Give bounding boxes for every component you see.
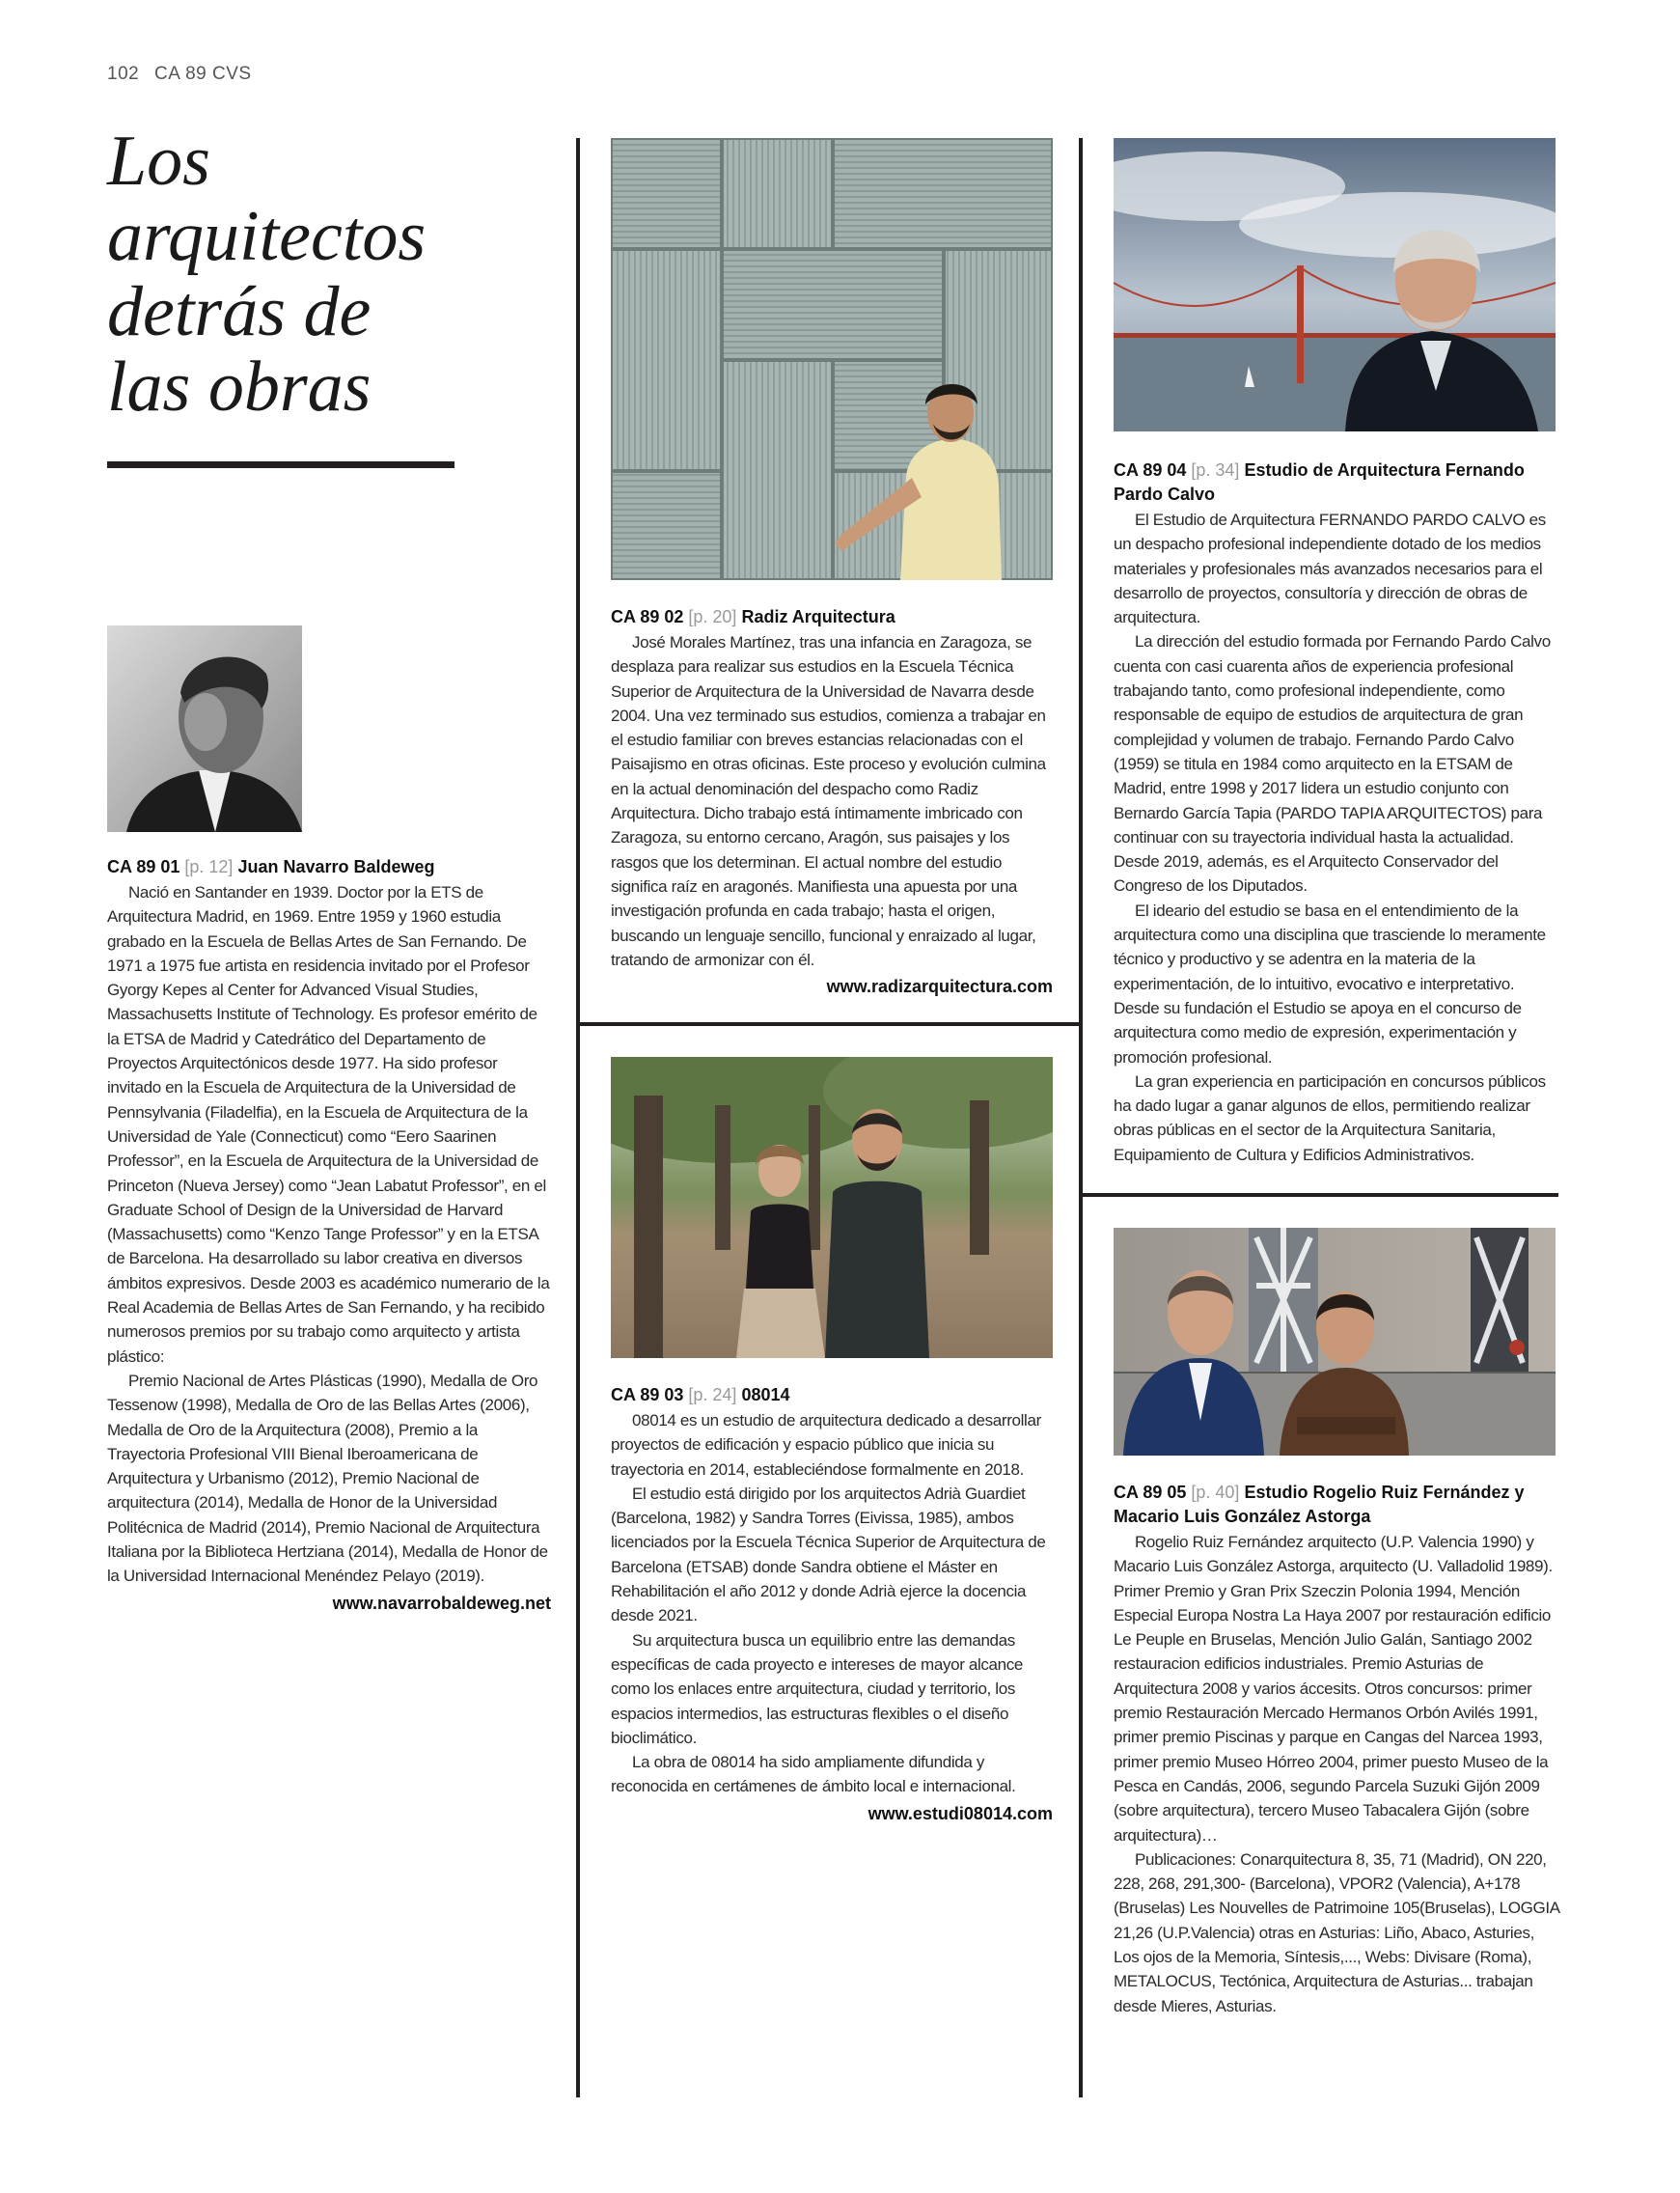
entry-paragraph: 08014 es un estudio de arquitectura dedicado a desarrollar proyectos de edificación y espacio público que inicia su trayectoria en 2014, estableciéndose formalmente en 2018. [611,1411,1041,1479]
entry-name: Juan Navarro Baldeweg [237,857,435,876]
entry-paragraph: El ideario del estudio se basa en el entendimiento de la arquitectura como una disciplina que trasciende lo meramente técnico y productivo y se adentra en la materia de la experimentación, de lo intuitivo, evocativo e interpretativo. Desde su fundación el Estudio se apoya en el concurso de arquitectura como medio de expresión, experimentación y promoción profesional. [1114,901,1546,1067]
entry-heading [611,1383,1053,1407]
entry-heading [611,605,1053,629]
entry-code: CA 89 03 [611,1385,684,1404]
portrait-photo-pardo-calvo [1114,138,1556,431]
running-title: CA 89 CVS [153,64,252,84]
entry-code: CA 89 05 [1114,1483,1187,1502]
team-photo-ruiz-gonzalez [1114,1228,1556,1456]
entry-heading [1114,458,1559,507]
entry-body [611,630,1053,972]
page-title [107,124,454,425]
column-divider-right [1079,138,1083,2097]
entry-heading [107,855,551,879]
portrait-photo-navarro-baldeweg [107,625,302,832]
entry-body [1114,1530,1559,2018]
row-divider-middle [576,1022,1083,1026]
page-ref: [p. 40] [1191,1483,1240,1502]
architect-entry-02 [611,605,1053,997]
title-line: arquitectos [107,197,427,276]
entry-heading [1114,1481,1559,1529]
entry-code: CA 89 01 [107,857,180,876]
entry-body [1114,508,1559,1167]
entry-paragraph: Nació en Santander en 1939. Doctor por la ETS de Arquitectura Madrid, en 1969. Entre 1959 y 1960 estudia grabado en la Escuela de Bellas Artes de San Fernando. De 1971 a 1975 fue artista en residencia invitado por el Profesor Gyorgy Kepes al Center for Advanced Visual Studies, Massachusetts Institute of Technology. Es profesor emérito de la ETSA de Madrid y Catedrático del Departamento de Proyectos Arquitectónicos desde 1977. Ha sido profesor invitado en la Escuela de Arquitectura de la Universidad de Pennsylvania (Filadelfia), en la Escuela de Arquitectura de la Universidad de Yale (Connecticut) como “Eero Saarinen Professor”, en la Escuela de Arquitectura de la Universidad de Princeton (Nueva Jersey) como “Jean Labatut Professor”, en el Graduate School of Design de la Universidad de Harvard (Massachusetts) como “Kenzo Tange Professor” y en la ETSA de Barcelona. Ha desarrollado su labor creativa en diversos ámbitos expresivos. Desde 2003 es académico numerario de la Real Academia de Bellas Artes de San Fernando, y ha recibido numerosos premios por su trabajo como arquitecto y artista plástico: [107,883,550,1366]
entry-name: Radiz Arquitectura [741,607,895,626]
entry-name: 08014 [741,1385,790,1404]
entry-paragraph: El estudio está dirigido por los arquitectos Adrià Guardiet (Barcelona, 1982) y Sandra Torres (Eivissa, 1985), ambos licenciados por la Escuela Técnica Superior de Arquitectura de Barcelona (ETSAB) donde Sandra obtiene el Máster en Rehabilitación el año 2012 y donde Adrià ejerce la docencia desde 2021. [611,1484,1046,1625]
entry-paragraph: Publicaciones: Conarquitectura 8, 35, 71 (Madrid), ON 220, 228, 268, 291,300- (Barcelona), VPOR2 (Valencia), A+178 (Bruselas) Les Nouvelles de Patrimoine 105(Bruselas), LOGGIA 21,26 (U.P.Valencia) otras en Asturias: Liño, Abaco, Asturies, Los ojos de la Memoria, Síntesis,..., Webs: Divisare (Roma), METALOCUS, Tectónica, Arquitectura de Asturias... trabajan desde Mieres, Asturias. [1114,1849,1559,2015]
entry-code: CA 89 02 [611,607,684,626]
architect-entry-05 [1114,1481,1559,2018]
row-divider-right [1079,1193,1558,1197]
architect-entry-04 [1114,458,1559,1167]
entry-paragraph: Rogelio Ruiz Fernández arquitecto (U.P. Valencia 1990) y Macario Luis González Astorga, arquitecto (U. Valladolid 1989). Primer Premio y Gran Prix Szeczin Polonia 1994, Mención Especial Europa Nostra La Haya 2007 por restauración edificio Le Peuple en Bruselas, Mención Julio Galán, Santiago 2002 restauracion edificios industriales. Premio Asturias de Arquitectura 2008 y varios áccesits. Otros concursos: primer premio Restauración Mercado Hermanos Orbón Avilés 1991, primer premio Piscinas y parque en Cangas del Narcea 1993, primer premio Museo Hórreo 2004, primer puesto Museo de la Pesca en Candás, 2006, segundo Parcela Suzuki Gijón 2009 (sobre arquitectura), tercero Museo Tabacalera Gijón (sobre arquitectura)… [1114,1533,1553,1845]
page-ref: [p. 20] [688,607,737,626]
page-ref: [p. 34] [1191,460,1240,480]
title-line: detrás de [107,272,372,351]
entry-paragraph: La obra de 08014 ha sido ampliamente difundida y reconocida en certámenes de ámbito local e internacional. [611,1753,1016,1796]
architect-entry-01 [107,855,551,1614]
column-divider-left [576,138,580,2097]
title-line: las obras [107,347,372,427]
website-link[interactable]: www.estudi08014.com [868,1803,1053,1823]
website-link[interactable]: www.radizarquitectura.com [826,977,1053,997]
page-ref: [p. 24] [688,1385,737,1404]
entry-paragraph: Premio Nacional de Artes Plásticas (1990), Medalla de Oro Tessenow (1998), Medalla de Oro de las Bellas Artes (2006), Medalla de Oro de la Arquitectura (2008), Premio a la Trayectoria Profesional VIII Bienal Iberoamericana de Arquitectura y Urbanismo (2012), Premio Nacional de arquitectura (2014), Medalla de Honor de la Universidad Politécnica de Madrid (2014), Premio Nacional de Arquitectura Italiana por la Biblioteca Hertziana (2014), Medalla de Honor de la Universidad Internacional Menéndez Pelayo (2019). [107,1371,548,1586]
page-number: 102 [107,64,140,84]
entry-code: CA 89 04 [1114,460,1187,480]
entry-paragraph: Su arquitectura busca un equilibrio entre las demandas específicas de cada proyecto e intereses de mayor alcance como los enlaces entre arquitectura, ciudad y territorio, los espacios intermedios, las estructuras flexibles o el diseño bioclimático. [611,1630,1024,1747]
entry-paragraph: El Estudio de Arquitectura FERNANDO PARDO CALVO es un despacho profesional independiente dotado de los medios materiales y profesionales más avanzados necesarios para el desarrollo de proyectos, consultoría y dirección de obras de arquitectura. [1114,511,1546,627]
page-header [107,64,252,85]
entry-paragraph: La dirección del estudio formada por Fernando Pardo Calvo cuenta con casi cuarenta años de experiencia profesional trabajando tanto, como profesional independiente, como responsable de equipo de estudios de arquitectura de gran complejidad y volumen de trabajo. Fernando Pardo Calvo (1959) se titula en 1984 como arquitecto en la ETSAM de Madrid, entre 1998 y 2017 lidera un estudio conjunto con Bernardo García Tapia (PARDO TAPIA ARQUITECTOS) para continuar con su trayectoria individual hasta la actualidad. Desde 2019, además, es el Arquitecto Conservador del Congreso de los Diputados. [1114,632,1551,896]
facade-photo-radiz [611,138,1053,580]
entry-name: Estudio Rogelio Ruiz Fernández y Macario Luis González Astorga [1114,1483,1525,1526]
entry-paragraph: José Morales Martínez, tras una infancia en Zaragoza, se desplaza para realizar sus estudios en la Escuela Técnica Superior de Arquitectura de la Universidad de Navarra desde 2004. Una vez terminado sus estudios, comienza a trabajar en el estudio familiar con breves estancias relacionadas con el Paisajismo en otras oficinas. Este proceso y evolución culmina en la actual denominación del despacho como Radiz Arquitectura. Dicho trabajo está íntimamente imbricado con Zaragoza, su entorno cercano, Aragón, sus paisajes y los rasgos que los determinan. El actual nombre del estudio significa raíz en aragonés. Manifiesta una apuesta por una investigación profunda en cada trabajo; hasta el origen, buscando un lenguaje sencillo, funcional y enraizado al lugar, tratando de armonizar con él. [611,633,1046,969]
title-rule [107,461,454,468]
page-ref: [p. 12] [184,857,234,876]
entry-body [107,880,551,1589]
title-line: Los [107,122,210,201]
team-photo-08014 [611,1057,1053,1358]
architect-entry-03 [611,1383,1053,1824]
website-link[interactable]: www.navarrobaldeweg.net [332,1593,551,1613]
entry-body [611,1408,1053,1799]
entry-name: Estudio de Arquitectura Fernando Pardo Calvo [1114,460,1525,504]
entry-paragraph: La gran experiencia en participación en concursos públicos ha dado lugar a ganar algunos de ellos, permitiendo realizar obras públicas en el sector de la Arquitectura Sanitaria, Equipamiento de Cultura y Edificios Administrativos. [1114,1071,1546,1164]
